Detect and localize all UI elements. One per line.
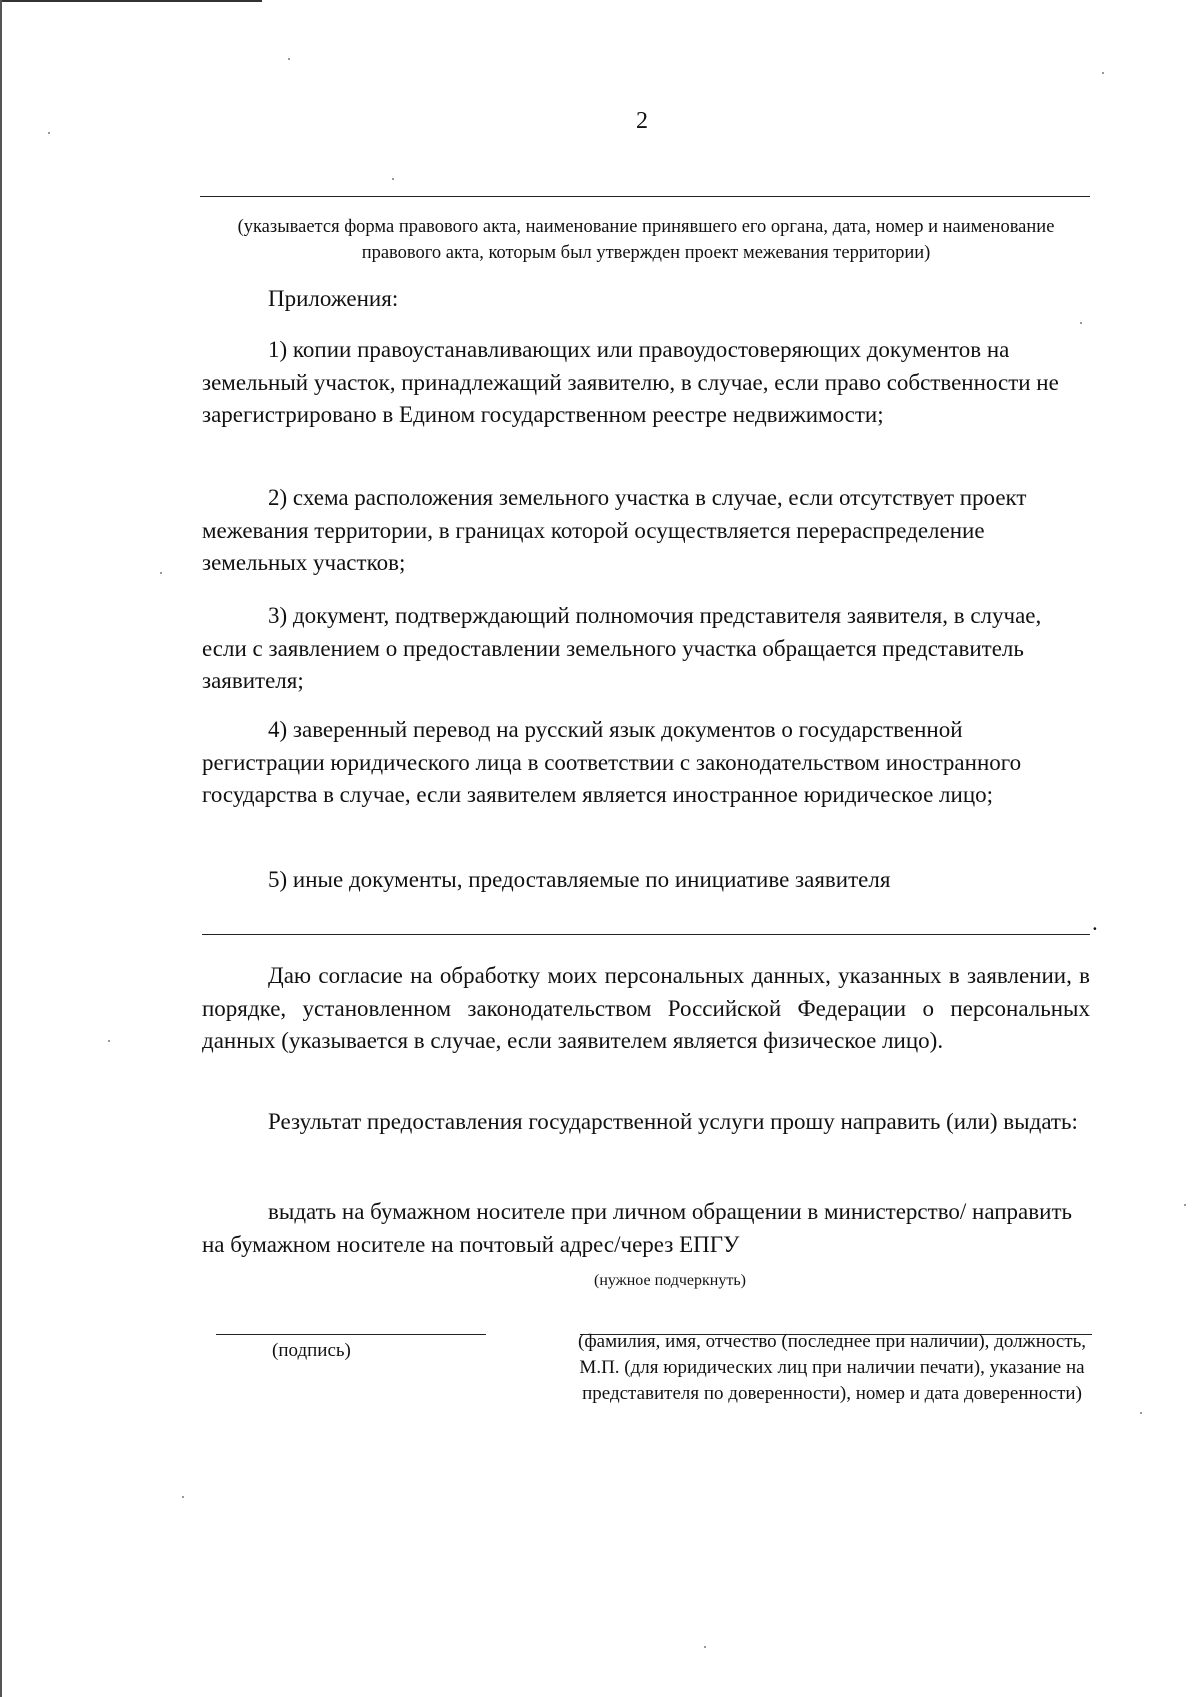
scan-speck bbox=[160, 572, 162, 574]
appendix-item-2: 2) схема расположения земельного участка в случае, если отсутствует проект межевания территории, в границах которой осуществляется перераспределение земельных участков; bbox=[202, 485, 1027, 575]
scan-speck bbox=[108, 1040, 110, 1042]
appendix-heading: Приложения: bbox=[268, 286, 399, 311]
line-end-mark: . bbox=[1092, 910, 1098, 935]
delivery-paragraph: выдать на бумажном носителе при личном обращении в министерство/ направить на бумажном носителе на почтовый адрес/через ЕПГУ bbox=[202, 1199, 1072, 1257]
scan-speck bbox=[1184, 1204, 1186, 1206]
scan-edge-top bbox=[0, 0, 262, 2]
scan-speck bbox=[48, 132, 50, 134]
underline-note: (нужное подчеркнуть) bbox=[594, 1272, 746, 1289]
other-documents-fill-line bbox=[202, 934, 1090, 935]
appendix-item-1: 1) копии правоустанавливающих или правоудостоверяющих документов на земельный участок, принадлежащий заявителю, в случае, если право собственности не зарегистрировано в Едином государственном реестре недвижимости; bbox=[202, 337, 1059, 427]
act-caption: (указывается форма правового акта, наименование принявшего его органа, дата, номер и наименование правового акта, которым был утвержден проект межевания территории) bbox=[237, 217, 1055, 263]
scan-speck bbox=[288, 58, 290, 60]
scan-speck bbox=[1102, 72, 1104, 74]
signature-label: (подпись) bbox=[272, 1340, 351, 1361]
result-paragraph: Результат предоставления государственной услуги прошу направить (или) выдать: bbox=[268, 1109, 1078, 1134]
scan-speck bbox=[392, 178, 394, 180]
consent-paragraph: Даю согласие на обработку моих персональных данных, указанных в заявлении, в порядке, установленном законодательством Российской Федерации о персональных данных (указывается в случае, если заявителем является физическое лицо). bbox=[202, 963, 1090, 1053]
scan-speck bbox=[182, 1496, 184, 1498]
signature-line bbox=[216, 1334, 486, 1335]
signatory-details-caption: (фамилия, имя, отчество (последнее при наличии), должность, М.П. (для юридических лиц при наличии печати), указание на представителя по доверенности), номер и дата доверенности) bbox=[578, 1331, 1086, 1404]
appendix-item-3: 3) документ, подтверждающий полномочия представителя заявителя, в случае, если с заявлением о предоставлении земельного участка обращается представитель заявителя; bbox=[202, 603, 1042, 693]
appendix-item-4: 4) заверенный перевод на русский язык документов о государственной регистрации юридического лица в соответствии с законодательством иностранного государства в случае, если заявителем является иностранное юридическое лицо; bbox=[202, 717, 1022, 807]
scan-speck bbox=[1140, 1412, 1142, 1414]
scan-speck bbox=[1080, 322, 1082, 324]
scan-edge-left bbox=[0, 0, 2, 1697]
act-fill-line bbox=[200, 196, 1090, 197]
appendix-item-5: 5) иные документы, предоставляемые по инициативе заявителя bbox=[268, 867, 891, 892]
page-number: 2 bbox=[636, 108, 648, 134]
scan-speck bbox=[704, 1646, 706, 1648]
